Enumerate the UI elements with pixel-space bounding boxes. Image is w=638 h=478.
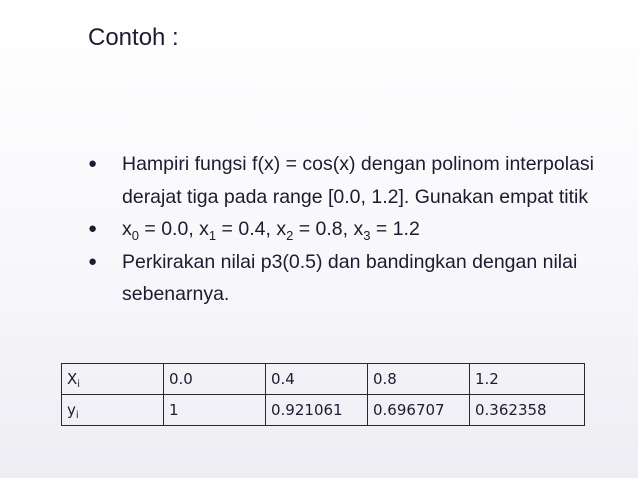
data-table [61,363,585,426]
row-header-label: y [67,401,76,419]
table-cell: 1 [164,395,266,426]
bullet-text-1: Hampiri fungsi f(x) = cos(x) dengan polinom interpolasi derajat tiga pada range [0.0, 1.2]. Gunakan empat titik [122,153,594,208]
sub-0: 0 [131,228,139,243]
bullet-item-1 [88,148,628,213]
bullet-item-2 [88,213,628,246]
var-x0: x [122,218,132,240]
bullet-item-3 [88,246,628,311]
var-x3: x [353,218,364,240]
row-header-label: X [67,370,78,388]
sub-1: 1 [208,228,217,243]
value-x0: = 0.0, [138,218,200,240]
row-header-x [62,364,164,395]
row-header-sub: i [77,379,81,390]
table-row-x [62,364,585,395]
table-cell: 0.4 [266,364,368,395]
bullet-icon: ● [88,252,98,270]
value-x2: = 0.8, [293,218,354,240]
table-cell: 0.921061 [266,395,368,426]
value-x3: = 1.2 [370,218,420,240]
var-x2: x [276,218,287,240]
bullet-icon: ● [88,220,98,237]
row-header-y [62,395,164,426]
value-x1: = 0.4, [216,218,277,240]
table-cell: 0.8 [368,364,470,395]
table-row-y [62,395,585,426]
bullet-text-2 [122,218,420,243]
bullet-icon: ● [88,155,98,172]
table-cell: 1.2 [470,364,585,395]
row-header-sub: i [75,410,79,421]
var-x1: x [199,218,209,240]
table-cell: 0.362358 [470,395,585,426]
sub-2: 2 [286,228,294,243]
bullet-list [88,148,628,311]
sub-3: 3 [363,228,371,243]
slide-title: Contoh : [88,24,179,51]
table-cell: 0.0 [164,364,266,395]
bullet-text-3: Perkirakan nilai p3(0.5) dan bandingkan dengan nilai sebenarnya. [122,250,578,305]
table-cell: 0.696707 [368,395,470,426]
